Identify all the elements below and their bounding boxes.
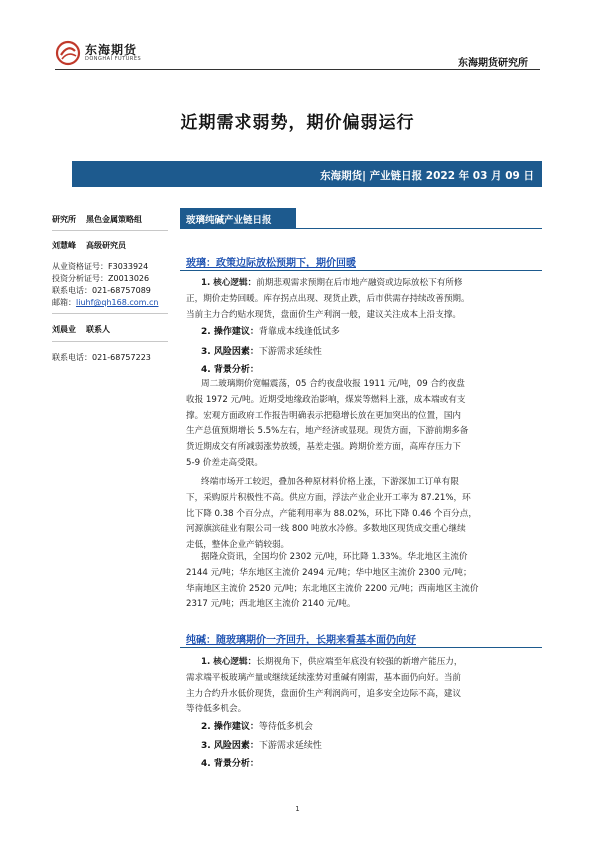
company-logo [55,40,150,66]
phone-value: 021-68757089 [92,286,151,295]
glass-heading: 玻璃：政策边际放松预期下，期价回暖 [186,258,356,269]
glass-advice-text: 背靠成本线逢低试多 [258,327,340,337]
soda-background-label [201,756,259,769]
glass-p2-line: 河源旗滨硅业有限公司一线 800 吨放水冷修。多数地区现货成交重心继续 [186,524,466,535]
glass-heading-rule [180,270,542,271]
sidebar-cert1 [52,261,148,273]
analyst-title: 高级研究员 [86,241,126,250]
sidebar-analyst [52,240,126,252]
sidebar-dept [52,214,142,226]
soda-logic-line: 主力合约升水低价现货，盘面价生产利润尚可，追多安全边际不高，建议 [186,688,462,699]
soda-logic-line: 长期视角下，供应端至年底没有较强的新增产能压力， [256,657,463,667]
dept-label: 研究所 [52,215,76,224]
document-title: 近期需求弱势，期价偏弱运行 [180,113,415,133]
soda-risk-text: 下游需求延续性 [258,741,322,751]
glass-p2-line: 下，采购原片积极性不高。供应方面，浮法产业企业开工率为 87.21%，环 [186,492,471,503]
glass-logic-line: 前期悲观需求预期在后市地产融资或边际放松下有所修 [256,278,463,288]
glass-logic-line: 当前主力合约贴水现货，盘面价生产利润一般，建议关注成本上沿支撑。 [186,309,462,320]
soda-advice-label: 2. 操作建议： [201,722,259,732]
soda-risk [201,738,322,751]
soda-heading: 纯碱：随玻璃期价一齐回升，长期来看基本面仍向好 [186,635,416,646]
glass-bg-para-1 [186,377,540,472]
glass-advice-label: 2. 操作建议： [201,327,259,337]
logo-text-en: DONGHAI FUTURES [85,56,142,62]
glass-background-label [201,362,259,375]
report-banner-text: 东海期货| 产业链日报 2022 年 03 月 09 日 [320,170,534,182]
glass-risk [201,344,322,357]
glass-logic [186,276,540,323]
soda-logic-line: 等待低多机会。 [186,704,247,715]
sidebar-divider [52,230,168,231]
cert1-label: 从业资格证号： [52,262,108,271]
logo-text-cn: 东海期货 [85,43,138,57]
cert2-label: 投资分析证号： [52,274,108,283]
soda-advice [201,719,313,732]
glass-risk-text: 下游需求延续性 [258,347,322,357]
analyst-name: 刘慧峰 [52,241,76,250]
soda-logic [186,655,540,718]
cert2-value: Z0013026 [108,274,150,283]
contact-phone-label: 联系电话： [52,353,92,362]
section-divider [180,228,542,229]
glass-bg-para-2 [186,475,540,554]
contact-phone-value: 021-68757223 [92,353,151,362]
glass-p2-line: 走低，整体企业产销较弱。 [186,540,290,551]
glass-p3-line: 据隆众资讯，全国均价 2302 元/吨，环比降 1.33%。华北地区主流价 [201,552,468,562]
soda-risk-label: 3. 风险因素： [201,741,259,751]
glass-p1-line: 生产总值预期增长 5.5%左右，地产经济或显现。现货方面，下游前期多备 [186,426,469,437]
sidebar-divider [52,313,168,314]
glass-logic-line: 正，期价走势回暖。库存拐点出现、现货止跌，后市供需存持续改善预期。 [186,293,470,304]
glass-p1-line: 周二玻璃期价宽幅震荡，05 合约夜盘收报 1911 元/吨，09 合约夜盘 [201,379,465,389]
contact-title: 联系人 [86,325,110,334]
glass-p1-line: 收报 1972 元/吨。近期受地缘政治影响，煤炭等燃料上涨，成本端或有支 [186,394,466,405]
contact-name: 刘晨业 [52,325,76,334]
glass-advice [201,324,340,337]
glass-bg-label: 4. 背景分析： [201,365,259,375]
institute-label: 东海期货研究所 [458,58,528,69]
sidebar-email [52,297,158,309]
cert1-value: F3033924 [108,262,149,271]
glass-bg-para-3 [186,550,540,613]
donghai-logo-icon [55,40,81,66]
sidebar-cert2 [52,273,149,285]
glass-p3-line: 2317 元/吨；西北地区主流价 2140 元/吨。 [186,599,356,610]
glass-p1-line: 5-9 价差走高受限。 [186,457,263,468]
header-divider [55,69,540,70]
glass-p3-line: 2144 元/吨；华东地区主流价 2494 元/吨；华中地区主流价 2300 元/吨； [186,567,472,578]
sidebar-contact [52,324,110,336]
sidebar-contact-phone [52,352,151,364]
glass-p3-line: 华南地区主流价 2520 元/吨；东北地区主流价 2200 元/吨；西南地区主流价 [186,583,479,594]
glass-risk-label: 3. 风险因素： [201,347,259,357]
glass-p2-line: 比下降 0.38 个百分点，产能利用率为 88.02%，环比下降 0.46 个百分点， [186,508,477,519]
page-number: 1 [295,805,300,813]
glass-p1-line: 货近期成交有所减弱涨势放缓，基差走强。跨期价差方面，高库存压力下 [186,442,462,453]
soda-logic-line: 需求端平板玻璃产量或继续延续涨势对重碱有刚需，基本面仍向好。当前 [186,672,462,683]
email-label: 邮箱： [52,298,76,307]
email-link[interactable]: liuhf@qh168.com.cn [76,298,159,307]
dept-value: 黑色金属策略组 [86,215,142,224]
sidebar-divider [52,341,168,342]
glass-p2-line: 终端市场开工较迟，叠加各种原材料价格上涨，下游深加工订单有限 [201,477,459,487]
soda-advice-text: 等待低多机会 [258,722,313,732]
sidebar-phone [52,285,151,297]
soda-heading-rule [180,647,542,648]
soda-logic-label: 1. 核心逻辑： [201,657,257,667]
soda-bg-label: 4. 背景分析： [201,759,259,769]
section-title: 玻璃纯碱产业链日报 [186,215,272,226]
phone-label: 联系电话： [52,286,92,295]
glass-logic-label: 1. 核心逻辑： [201,278,257,288]
glass-p1-line: 撑。宏观方面政府工作报告明确表示把稳增长放在更加突出的位置，国内 [186,410,462,421]
